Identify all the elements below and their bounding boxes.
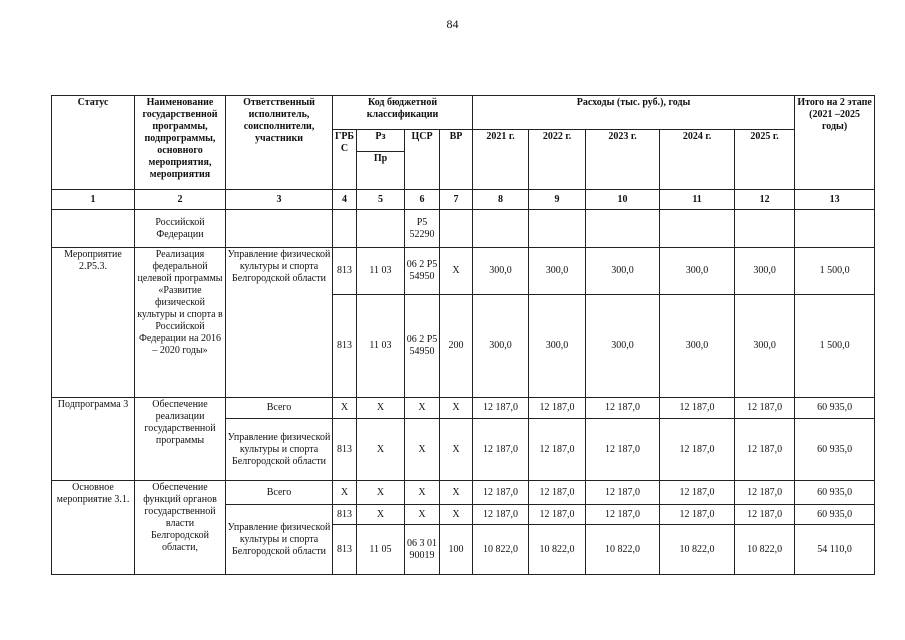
cell-2022 — [529, 210, 586, 248]
table-row — [52, 248, 875, 295]
cell-2025: 12 187,0 — [735, 505, 795, 525]
cell-2022: 12 187,0 — [529, 398, 586, 419]
header-responsible: Ответственный исполнитель, соисполнители, участники — [226, 96, 333, 190]
cell-2022: 12 187,0 — [529, 481, 586, 505]
cell-2021: 12 187,0 — [473, 419, 529, 481]
cell-rzpr — [357, 210, 405, 248]
cell-total: 1 500,0 — [795, 295, 875, 398]
cell-csr: 06 3 01 90019 — [405, 525, 440, 575]
cell-2021: 12 187,0 — [473, 481, 529, 505]
cell-grbs: 813 — [333, 505, 357, 525]
cell-vr: Х — [440, 248, 473, 295]
cell-name: Обеспечение реализации государственной программы — [135, 398, 226, 481]
cell-responsible: Всего — [226, 398, 333, 419]
cell-2023: 12 187,0 — [586, 505, 660, 525]
cell-vr: Х — [440, 481, 473, 505]
table-row — [52, 398, 875, 419]
cell-2023: 12 187,0 — [586, 419, 660, 481]
cell-responsible — [226, 210, 333, 248]
cell-status: Подпрограмма 3 — [52, 398, 135, 481]
cell-grbs: Х — [333, 481, 357, 505]
cell-csr: 06 2 Р5 54950 — [405, 295, 440, 398]
cell-2025: 300,0 — [735, 295, 795, 398]
header-vr: ВР — [440, 130, 473, 190]
header-2021: 2021 г. — [473, 130, 529, 190]
cell-status: Мероприятие 2.Р5.3. — [52, 248, 135, 398]
cell-2024: 12 187,0 — [660, 481, 735, 505]
table-row — [52, 210, 875, 248]
cell-2024 — [660, 210, 735, 248]
header-2025: 2025 г. — [735, 130, 795, 190]
col-num: 4 — [333, 190, 357, 210]
header-expenses: Расходы (тыс. руб.), годы — [473, 96, 795, 130]
cell-2021: 12 187,0 — [473, 398, 529, 419]
cell-2024: 12 187,0 — [660, 398, 735, 419]
cell-2023: 12 187,0 — [586, 398, 660, 419]
cell-rzpr: Х — [357, 419, 405, 481]
col-num: 12 — [735, 190, 795, 210]
cell-name: Российской Федерации — [135, 210, 226, 248]
cell-grbs: 813 — [333, 525, 357, 575]
cell-total: 54 110,0 — [795, 525, 875, 575]
cell-2022: 12 187,0 — [529, 419, 586, 481]
col-num: 9 — [529, 190, 586, 210]
cell-total: 60 935,0 — [795, 419, 875, 481]
cell-2022: 12 187,0 — [529, 505, 586, 525]
cell-rzpr: 11 03 — [357, 295, 405, 398]
header-grbs: ГРБ С — [333, 130, 357, 190]
cell-2024: 12 187,0 — [660, 505, 735, 525]
cell-vr: 200 — [440, 295, 473, 398]
cell-total: 60 935,0 — [795, 481, 875, 505]
header-pr: Пр — [357, 152, 405, 190]
header-2024: 2024 г. — [660, 130, 735, 190]
column-numbers-row — [52, 190, 875, 210]
cell-vr: Х — [440, 505, 473, 525]
header-csr: ЦСР — [405, 130, 440, 190]
cell-name: Обеспечение функций органов государственной власти Белгородской области, — [135, 481, 226, 575]
header-status: Статус — [52, 96, 135, 190]
cell-2024: 10 822,0 — [660, 525, 735, 575]
cell-total: 60 935,0 — [795, 398, 875, 419]
cell-name: Реализация федеральной целевой программы «Развитие физической культуры и спорта в Российской Федерации на 2016 – 2020 годы» — [135, 248, 226, 398]
cell-csr: 06 2 Р5 54950 — [405, 248, 440, 295]
cell-responsible: Всего — [226, 481, 333, 505]
cell-responsible: Управление физической культуры и спорта Белгородской области — [226, 248, 333, 398]
col-num: 3 — [226, 190, 333, 210]
col-num: 1 — [52, 190, 135, 210]
cell-total — [795, 210, 875, 248]
col-num: 2 — [135, 190, 226, 210]
cell-vr: Х — [440, 398, 473, 419]
col-num: 6 — [405, 190, 440, 210]
cell-vr: Х — [440, 419, 473, 481]
cell-2024: 300,0 — [660, 295, 735, 398]
page-number: 84 — [446, 17, 459, 31]
cell-rzpr: Х — [357, 398, 405, 419]
header-2022: 2022 г. — [529, 130, 586, 190]
header-row-1 — [52, 96, 875, 130]
cell-rzpr: 11 05 — [357, 525, 405, 575]
cell-rzpr: 11 03 — [357, 248, 405, 295]
cell-2023: 12 187,0 — [586, 481, 660, 505]
col-num: 11 — [660, 190, 735, 210]
cell-grbs: 813 — [333, 295, 357, 398]
cell-grbs: 813 — [333, 248, 357, 295]
cell-2021 — [473, 210, 529, 248]
cell-responsible: Управление физической культуры и спорта Белгородской области — [226, 419, 333, 481]
cell-responsible: Управление физической культуры и спорта Белгородской области — [226, 505, 333, 575]
header-2023: 2023 г. — [586, 130, 660, 190]
cell-2025: 12 187,0 — [735, 481, 795, 505]
cell-2021: 10 822,0 — [473, 525, 529, 575]
header-budget-code: Код бюджетной классификации — [333, 96, 473, 130]
table-row — [52, 481, 875, 505]
cell-2022: 300,0 — [529, 295, 586, 398]
cell-2025: 300,0 — [735, 248, 795, 295]
header-total: Итого на 2 этапе (2021 –2025 годы) — [795, 96, 875, 190]
cell-rzpr: Х — [357, 481, 405, 505]
cell-2021: 300,0 — [473, 295, 529, 398]
cell-2024: 300,0 — [660, 248, 735, 295]
cell-2025: 12 187,0 — [735, 419, 795, 481]
cell-rzpr: Х — [357, 505, 405, 525]
cell-2025: 10 822,0 — [735, 525, 795, 575]
cell-2023: 10 822,0 — [586, 525, 660, 575]
cell-total: 1 500,0 — [795, 248, 875, 295]
cell-2023 — [586, 210, 660, 248]
cell-csr: Х — [405, 419, 440, 481]
cell-csr: Х — [405, 481, 440, 505]
col-num: 7 — [440, 190, 473, 210]
cell-csr: Р5 52290 — [405, 210, 440, 248]
cell-2021: 12 187,0 — [473, 505, 529, 525]
cell-2025: 12 187,0 — [735, 398, 795, 419]
cell-2021: 300,0 — [473, 248, 529, 295]
cell-2025 — [735, 210, 795, 248]
cell-csr: Х — [405, 505, 440, 525]
cell-grbs: 813 — [333, 419, 357, 481]
cell-2024: 12 187,0 — [660, 419, 735, 481]
header-rz: Рз — [357, 130, 405, 152]
cell-2022: 10 822,0 — [529, 525, 586, 575]
cell-grbs: Х — [333, 398, 357, 419]
budget-table — [51, 95, 875, 575]
cell-vr — [440, 210, 473, 248]
header-name: Наименование государственной программы, подпрограммы, основного мероприятия, мероприятия — [135, 96, 226, 190]
cell-status: Основное мероприятие 3.1. — [52, 481, 135, 575]
cell-2022: 300,0 — [529, 248, 586, 295]
cell-grbs — [333, 210, 357, 248]
col-num: 13 — [795, 190, 875, 210]
cell-2023: 300,0 — [586, 295, 660, 398]
cell-vr: 100 — [440, 525, 473, 575]
col-num: 10 — [586, 190, 660, 210]
cell-total: 60 935,0 — [795, 505, 875, 525]
cell-status — [52, 210, 135, 248]
cell-csr: Х — [405, 398, 440, 419]
cell-2023: 300,0 — [586, 248, 660, 295]
col-num: 5 — [357, 190, 405, 210]
col-num: 8 — [473, 190, 529, 210]
